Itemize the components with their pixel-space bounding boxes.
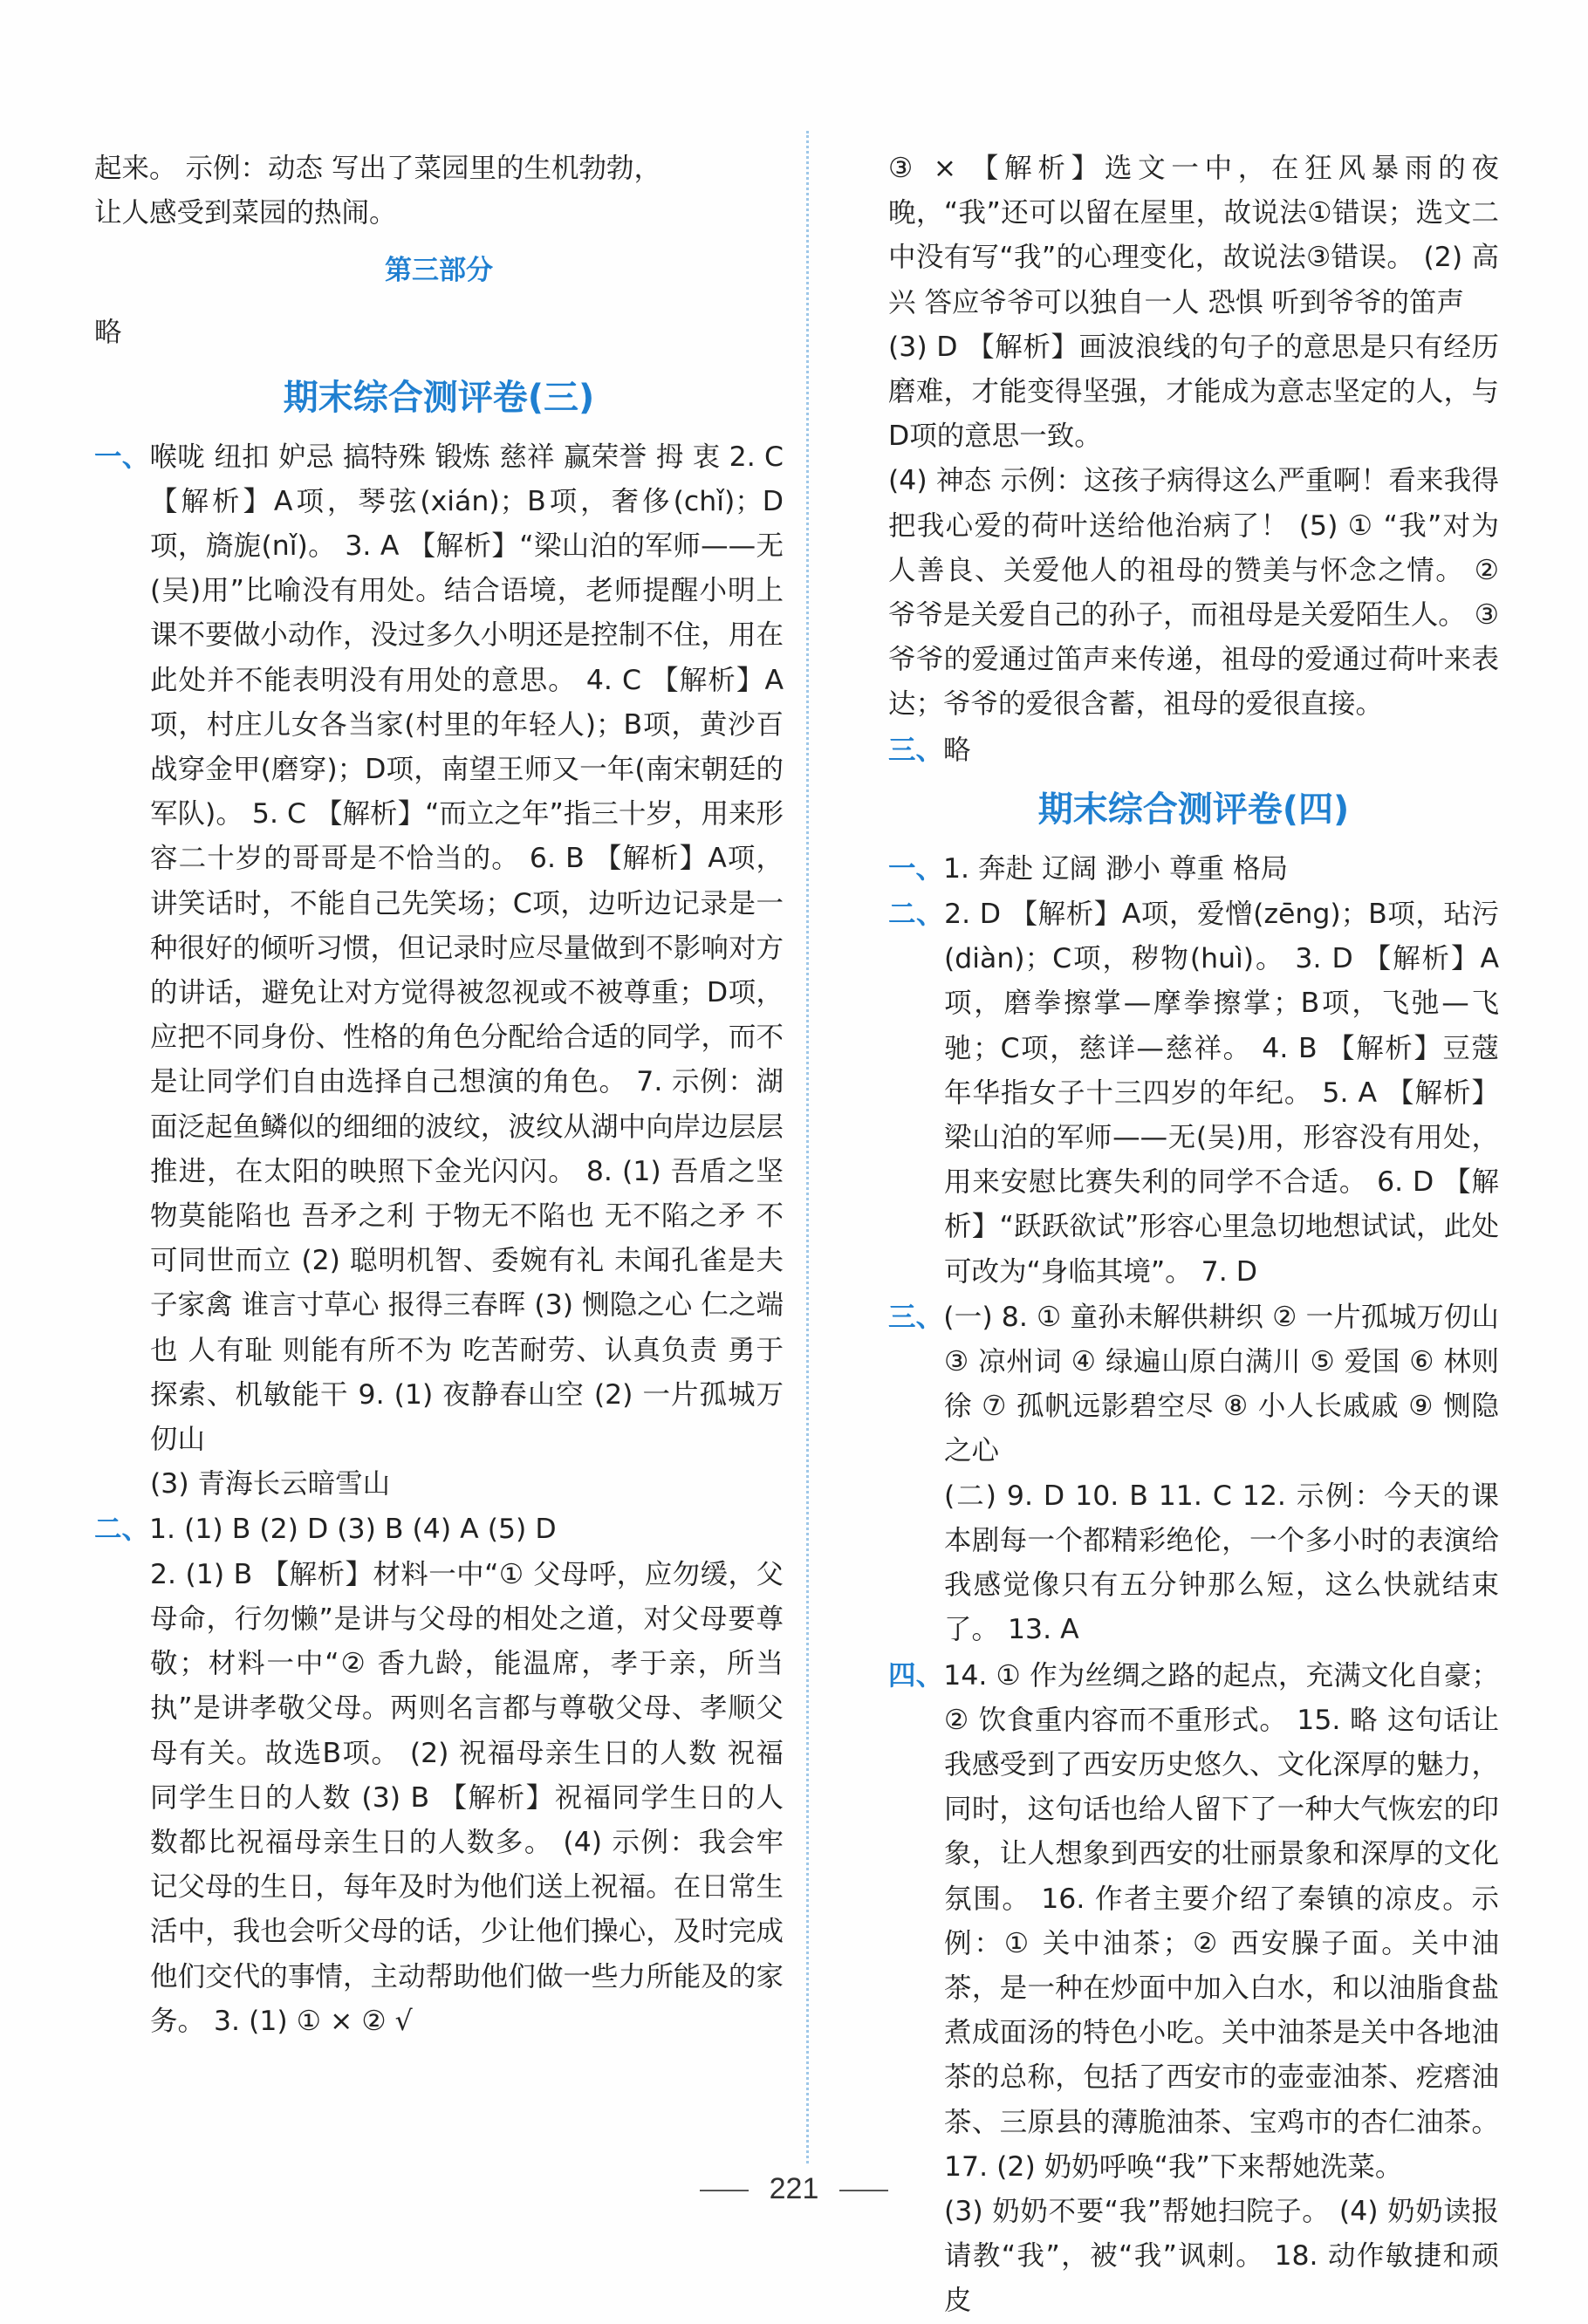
section-marker: 三、 xyxy=(888,1300,944,1332)
intro-line-1: 起来。 示例：动态 写出了菜园里的生机勃勃， xyxy=(94,153,662,184)
exam-four-title: 期末综合测评卷(四) xyxy=(1037,789,1350,830)
section-marker: 四、 xyxy=(888,1658,944,1691)
footer-rule-left xyxy=(700,2190,749,2191)
section-two-answers xyxy=(94,1507,784,1552)
section-text: 1. (1) B (2) D (3) B (4) A (5) D xyxy=(149,1514,557,1546)
exam4-section-three xyxy=(888,1295,1499,1474)
column-divider xyxy=(806,131,809,2163)
section-marker: 三、 xyxy=(888,733,944,765)
section-text: 1. 奔赴 辽阔 渺小 尊重 格局 xyxy=(943,852,1289,885)
page-footer xyxy=(0,2172,1588,2206)
exam-three-title: 期末综合测评卷(三) xyxy=(283,377,595,418)
exam4-section-two xyxy=(888,892,1499,1295)
part-three-heading: 第三部分 xyxy=(385,255,493,287)
section-text: 2. D 【解析】A项，爱憎(zēng)；B项，玷污(diàn)；C项，秽物(huì)。 3. D 【解析】A项，磨拳擦掌—摩拳擦掌；B项，飞弛—飞驰；C项，慈详—慈祥。 4. B 【解析】豆蔻年华指女子十三四岁的年纪。 5. A 【解析】梁山泊的军师——无(吴)用，形容没有用处，用来安慰比赛失利的同学不合适。 6. D 【解析】“跃跃欲试”形容心里急切地想试试，此处可改为“身临其境”。 7. D xyxy=(944,899,1499,1288)
section-one-tail: (3) 青海长云暗雪山 xyxy=(150,1468,391,1500)
continued-q4: (4) 神态 示例：这孩子病得这么严重啊！看来我得把我心爱的荷叶送给他治病了！ (5) ① “我”对为人善良、关爱他人的祖母的赞美与怀念之情。 ② 爷爷是关爱自己的孙子，而祖母是关爱陌生人。 ③ 爷爷的爱通过笛声来传递，祖母的爱通过荷叶来表达；爷爷的爱很含蓄，祖母的爱很直接。 xyxy=(888,465,1499,721)
section-marker: 二、 xyxy=(94,1513,150,1545)
right-column xyxy=(888,147,1499,2324)
section-marker: 二、 xyxy=(888,898,945,930)
intro-line-2: 让人感受到菜园的热闹。 xyxy=(94,197,397,229)
section-text: 略 xyxy=(943,734,971,766)
exam4-section-one xyxy=(888,846,1499,892)
part-three-body: 略 xyxy=(94,317,122,349)
exam4-section-four xyxy=(888,1653,1499,2190)
section-one-answers xyxy=(94,434,784,1463)
section-three-answer xyxy=(888,728,1499,773)
section-text: 喉咙 纽扣 妒忌 搞特殊 锻炼 慈祥 赢荣誉 拇 衷 2. C 【解析】A项，琴弦(xián)；B项，奢侈(chǐ)；D项，旖旎(nǐ)。 3. A 【解析】“梁山泊的军师——无(吴)用”比喻没有用处。结合语境，老师提醒小明上课不要做小动作，没过多久小明还是控制不住，用在此处并不能表明没有用处的意思。 4. C 【解析】A项，村庄儿女各当家(村里的年轻人)；B项，黄沙百战穿金甲(磨穿)；D项，南望王师又一年(南宋朝廷的军队)。 5. C 【解析】“而立之年”指三十岁，用来形容二十岁的哥哥是不恰当的。 6. B 【解析】A项，讲笑话时，不能自己先笑场；C项，边听边记录是一种很好的倾听习惯，但记录时应尽量做到不影响对方的讲话，避免让对方觉得被忽视或不被尊重；D项，应把不同身份、性格的角色分配给合适的同学，而不是让同学们自由选择自己想演的角色。 7. 示例：湖面泛起鱼鳞似的细细的波纹，波纹从湖中向岸边层层推进，在太阳的映照下金光闪闪。 8. (1) 吾盾之坚 物莫能陷也 吾矛之利 于物无不陷也 无不陷之矛 不可同世而立 (2) 聪明机智、委婉有礼 未闻孔雀是夫子家禽 谁言寸草心 报得三春晖 (3) 恻隐之心 仁之端也 人有耻 则能有所不为 吃苦耐劳、认真负责 勇于探索、机敏能干 9. (1) 夜静春山空 (2) 一片孤城万仞山 xyxy=(149,441,784,1456)
left-column xyxy=(94,147,784,2044)
section-marker: 一、 xyxy=(888,851,944,884)
exam4-section-four-tail: (3) 奶奶不要“我”帮她扫院子。 (4) 奶奶读报请教“我”，被“我”讽刺。 18. 动作敏捷和顽皮 xyxy=(944,2195,1499,2317)
page-number: 221 xyxy=(769,2172,819,2205)
section-two-q2: 2. (1) B 【解析】材料一中“① 父母呼，应勿缓，父母命，行勿懒”是讲与父母的相处之道，对父母要尊敬；材料一中“② 香九龄，能温席，孝于亲，所当执”是讲孝敬父母。两则名言都与尊敬父母、孝顺父母有关。故选B项。 (2) 祝福母亲生日的人数 祝福同学生日的人数 (3) B 【解析】祝福同学生日的人数都比祝福母亲生日的人数多。 (4) 示例：我会牢记父母的生日，每年及时为他们送上祝福。在日常生活中，我也会听父母的话，少让他们操心，及时完成他们交代的事情，主动帮助他们做一些力所能及的家务。 3. (1) ① × ② √ xyxy=(150,1558,784,2037)
section-marker: 一、 xyxy=(94,440,150,472)
section-text: (一) 8. ① 童孙未解供耕织 ② 一片孤城万仞山 ③ 凉州词 ④ 绿遍山原白满川 ⑤ 爱国 ⑥ 林则徐 ⑦ 孤帆远影碧空尽 ⑧ 小人长戚戚 ⑨ 恻隐之心 xyxy=(943,1301,1499,1467)
continued-q3: (3) D 【解析】画波浪线的句子的意思是只有经历磨难，才能变得坚强，才能成为意志坚定的人，与D项的意思一致。 xyxy=(888,331,1499,453)
exam4-section-three-part2: (二) 9. D 10. B 11. C 12. 示例：今天的课本剧每一个都精彩绝伦，一个多小时的表演给我感觉像只有五分钟那么短，这么快就结束了。 13. A xyxy=(944,1480,1499,1646)
footer-rule-right xyxy=(839,2190,888,2191)
section-text: 14. ① 作为丝绸之路的起点，充满文化自豪；② 饮食重内容而不重形式。 15. 略 这句话让我感受到了西安历史悠久、文化深厚的魅力，同时，这句话也给人留下了一种大气恢宏的印象，让人想象到西安的壮丽景象和深厚的文化氛围。 16. 作者主要介绍了秦镇的凉皮。示例：① 关中油茶；② 西安臊子面。关中油茶，是一种在炒面中加入白水，和以油脂食盐煮成面汤的特色小吃。关中油茶是关中各地油茶的总称，包括了西安市的壶壶油茶、疙瘩油茶、三原县的薄脆油茶、宝鸡市的杏仁油茶。 17. (2) 奶奶呼唤“我”下来帮她洗菜。 xyxy=(943,1659,1499,2183)
continued-answer: ③ × 【解析】选文一中，在狂风暴雨的夜晚，“我”还可以留在屋里，故说法①错误；选文二中没有写“我”的心理变化，故说法③错误。 (2) 高兴 答应爷爷可以独自一人 恐惧 听到爷爷的笛声 xyxy=(888,153,1499,318)
